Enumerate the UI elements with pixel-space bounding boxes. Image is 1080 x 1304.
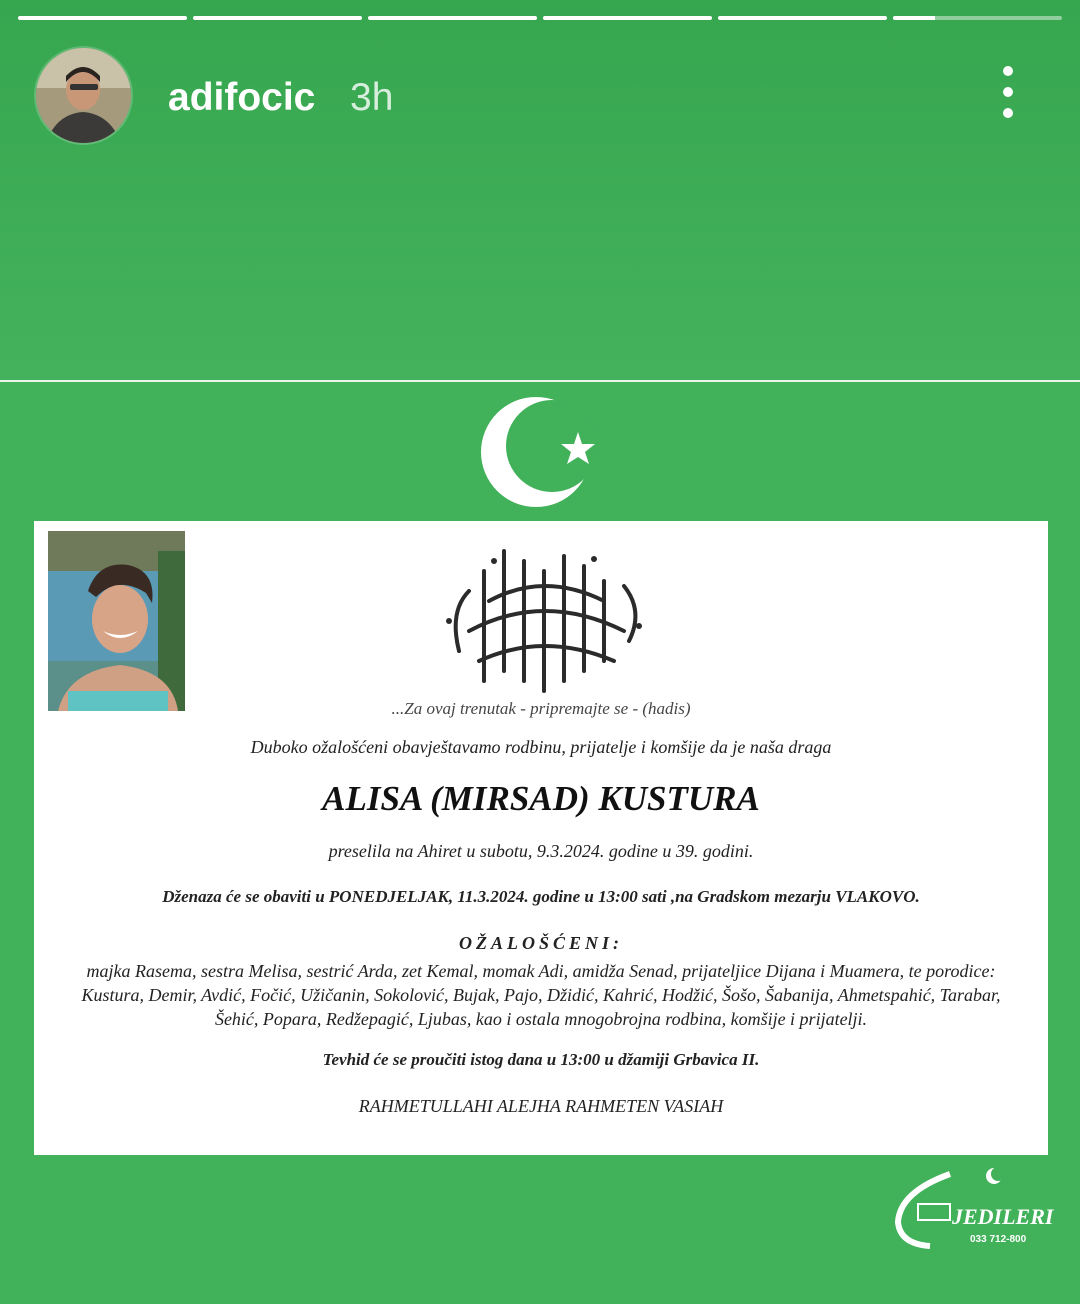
jedileri-logo bbox=[890, 1162, 1060, 1250]
story-progress-bar bbox=[18, 16, 1062, 20]
calligraphy-emblem bbox=[429, 531, 659, 701]
tevhid-info: Tevhid će se proučiti istog dana u 13:00 u džamiji Grbavica II. bbox=[322, 1050, 760, 1069]
progress-fill bbox=[543, 16, 712, 20]
progress-fill bbox=[718, 16, 887, 20]
funeral-info: Dženaza će se obaviti u PONEDJELJAK, 11.3.2024. godine u 13:00 sati ,na Gradskom mezarju VLAKOVO. bbox=[162, 887, 920, 906]
avatar[interactable] bbox=[36, 48, 131, 143]
progress-segment bbox=[893, 16, 1062, 20]
deceased-name: ALISA (MIRSAD) KUSTURA bbox=[322, 779, 760, 818]
more-vertical-icon[interactable] bbox=[988, 66, 1028, 122]
mourners-list: majka Rasema, sestra Melisa, sestrić Arda, zet Kemal, momak Adi, amidža Senad, prijateljice Dijana i Muamera, te porodice: Kustura, Demir, Avdić, Fočić, Užičanin, Sokolović, Bujak, Pajo, Džidić, Kahrić, Hodžić, Šošo, Šabanija, Ahmetspahić, Tarabar, Šehić, Popara, Redžepagić, Ljubas, kao i ostala mnogobrojna rodbina, komšije i prijatelji. bbox=[81, 961, 1001, 1029]
death-date-text: preselila na Ahiret u subotu, 9.3.2024. godine u 39. godini. bbox=[328, 841, 754, 861]
logo-phone: 033 712-800 bbox=[970, 1234, 1027, 1245]
progress-fill bbox=[18, 16, 187, 20]
progress-segment bbox=[193, 16, 362, 20]
progress-segment bbox=[543, 16, 712, 20]
crescent-star-icon bbox=[480, 396, 600, 508]
username[interactable]: adifocic bbox=[168, 76, 316, 119]
logo-brand: JEDILERI bbox=[952, 1204, 1054, 1229]
intro-text: Duboko ožalošćeni obavještavamo rodbinu, prijatelje i komšije da je naša draga bbox=[250, 737, 832, 757]
deceased-photo bbox=[48, 531, 185, 711]
obituary-card bbox=[34, 521, 1048, 1155]
progress-fill bbox=[368, 16, 537, 20]
progress-segment bbox=[718, 16, 887, 20]
progress-fill bbox=[893, 16, 935, 20]
post-time: 3h bbox=[350, 76, 394, 119]
hadis-quote: ...Za ovaj trenutak - pripremajte se - (hadis) bbox=[391, 699, 691, 718]
progress-segment bbox=[18, 16, 187, 20]
prayer-text: RAHMETULLAHI ALEJHA RAHMETEN VASIAH bbox=[358, 1096, 724, 1116]
progress-fill bbox=[193, 16, 362, 20]
mourners-heading: OŽALOŠĆENI: bbox=[458, 933, 623, 953]
progress-segment bbox=[368, 16, 537, 20]
story-background-top bbox=[0, 0, 1080, 380]
